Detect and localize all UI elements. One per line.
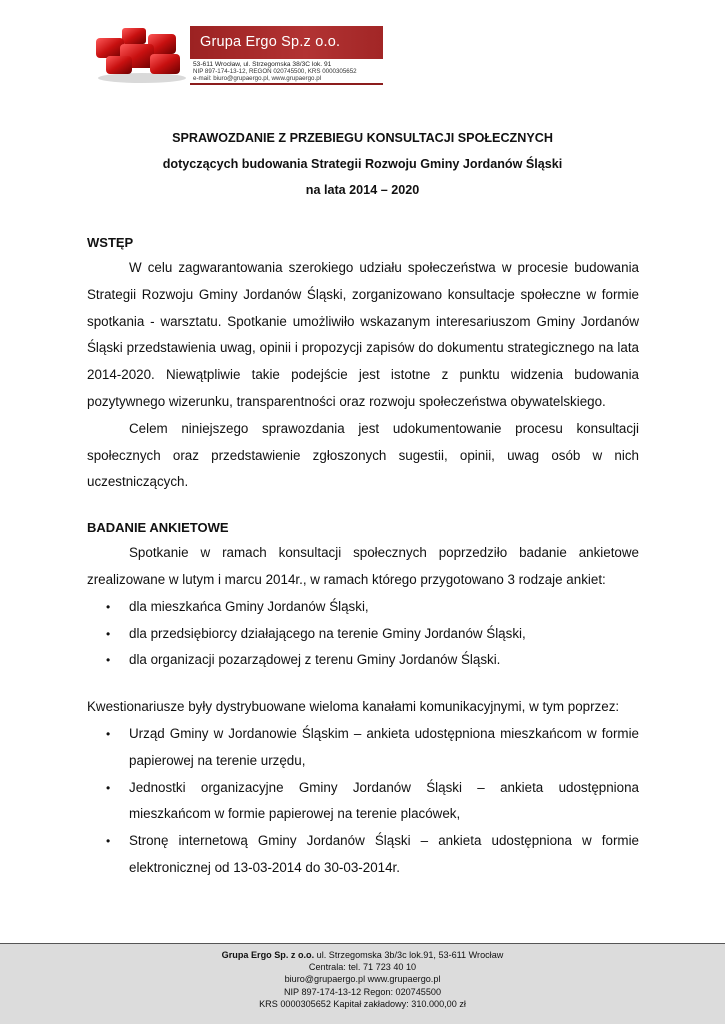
- brand-box: [190, 26, 383, 85]
- footer-web: biuro@grupaergo.pl www.grupaergo.pl: [284, 974, 441, 985]
- list-item: [87, 647, 639, 674]
- section-heading-intro: WSTĘP: [87, 235, 134, 250]
- list-item: [87, 775, 639, 829]
- list-item-text: dla przedsiębiorcy działającego na terenie Gminy Jordanów Śląski,: [129, 625, 526, 641]
- list-item: [87, 721, 639, 775]
- intro-paragraph-1-text: W celu zagwarantowania szerokiego udziału społeczeństwa w procesie budowania Strategii Rozwoju Gminy Jordanów Śląski, zorganizowano konsultacje społeczne w formie spotkania - warsztatu. Spotkanie umożliwiło wskazanym interesariuszom Gminy Jordanów Śląski przedstawienia uwag, opinii i propozycji zapisów do dokumentu strategicznego na lata 2014-2020. Niewątpliwie takie podejście jest istotne z punktu widzenia budowania pozytywnego wizerunku, transparentności oraz rozwoju społeczeństwa obywatelskiego.: [87, 260, 639, 409]
- footer-phone: Centrala: tel. 71 723 40 10: [308, 962, 417, 973]
- survey-paragraph-text: Spotkanie w ramach konsultacji społecznych poprzedziło badanie ankietowe zrealizowane w lutym i marcu 2014r., w ramach którego przygotowano 3 rodzaje ankiet:: [87, 545, 639, 587]
- intro-paragraph-2-text: Celem niniejszego sprawozdania jest udokumentowanie procesu konsultacji społecznych oraz przedstawienie zgłoszonych sugestii, opinii, uwag osób w nich uczestniczących.: [87, 420, 639, 490]
- list-item-text: dla mieszkańca Gminy Jordanów Śląski,: [129, 598, 369, 614]
- list-item: [87, 621, 639, 648]
- bullet-icon: •: [106, 653, 111, 668]
- list-item-text: dla organizacji pozarządowej z terenu Gminy Jordanów Śląski.: [129, 652, 501, 668]
- company-contact: e-mail: biuro@grupaergo.pl, www.grupaergo.pl: [193, 74, 322, 82]
- section-heading-survey: BADANIE ANKIETOWE: [87, 520, 229, 536]
- intro-paragraph-1: [87, 255, 639, 416]
- company-logo-cubes-icon: [92, 26, 188, 84]
- bullet-icon: •: [106, 834, 111, 849]
- footer-address: ul. Strzegomska 3b/3c lok.91, 53-611 Wrocław: [314, 950, 504, 960]
- page-footer: [0, 943, 725, 1024]
- list-item: [87, 828, 639, 882]
- channels-intro: Kwestionariusze były dystrybuowane wieloma kanałami komunikacyjnymi, w tym poprzez:: [87, 699, 620, 715]
- company-name: Grupa Ergo Sp.z o.o.: [190, 26, 383, 59]
- title-line-2: dotyczących budowania Strategii Rozwoju Gminy Jordanów Śląski: [162, 157, 563, 171]
- footer-company-line: [0, 949, 725, 961]
- footer-krs: KRS 0000305652 Kapitał zakładowy: 310.000,00 zł: [259, 998, 466, 1009]
- company-address: 53-611 Wrocław, ul. Strzegomska 38/3C lok. 91: [193, 61, 332, 68]
- footer-company-name: Grupa Ergo Sp. z o.o.: [221, 950, 315, 960]
- survey-paragraph: [87, 540, 639, 594]
- list-item-text: Jednostki organizacyjne Gminy Jordanów Śląski – ankieta udostępniona mieszkańcom w formie papierowej na terenie placówek,: [129, 779, 639, 822]
- list-item-text: Stronę internetową Gminy Jordanów Śląski – ankieta udostępniona w formie elektronicznej od 13-03-2014 do 30-03-2014r.: [129, 833, 639, 875]
- list-item-text: Urząd Gminy w Jordanowie Śląskim – ankieta udostępniona mieszkańcom w formie papierowej na terenie urzędu,: [129, 725, 639, 768]
- bullet-icon: •: [106, 599, 111, 614]
- title-line-1: SPRAWOZDANIE Z PRZEBIEGU KONSULTACJI SPOŁECZNYCH: [172, 131, 553, 145]
- bullet-icon: •: [106, 780, 111, 795]
- document-body: [87, 231, 639, 882]
- document-title: [0, 128, 725, 206]
- bullet-icon: •: [106, 626, 111, 641]
- channels-list: [87, 721, 639, 882]
- survey-types-list: [87, 594, 639, 674]
- intro-paragraph-2: [87, 416, 639, 496]
- list-item: [87, 594, 639, 621]
- bullet-icon: •: [106, 726, 111, 741]
- company-ids: NIP 897-174-13-12, REGON 020745500, KRS 0000305652: [193, 68, 357, 75]
- footer-ids: NIP 897-174-13-12 Regon: 020745500: [283, 986, 442, 997]
- title-line-3: na lata 2014 – 2020: [305, 183, 420, 197]
